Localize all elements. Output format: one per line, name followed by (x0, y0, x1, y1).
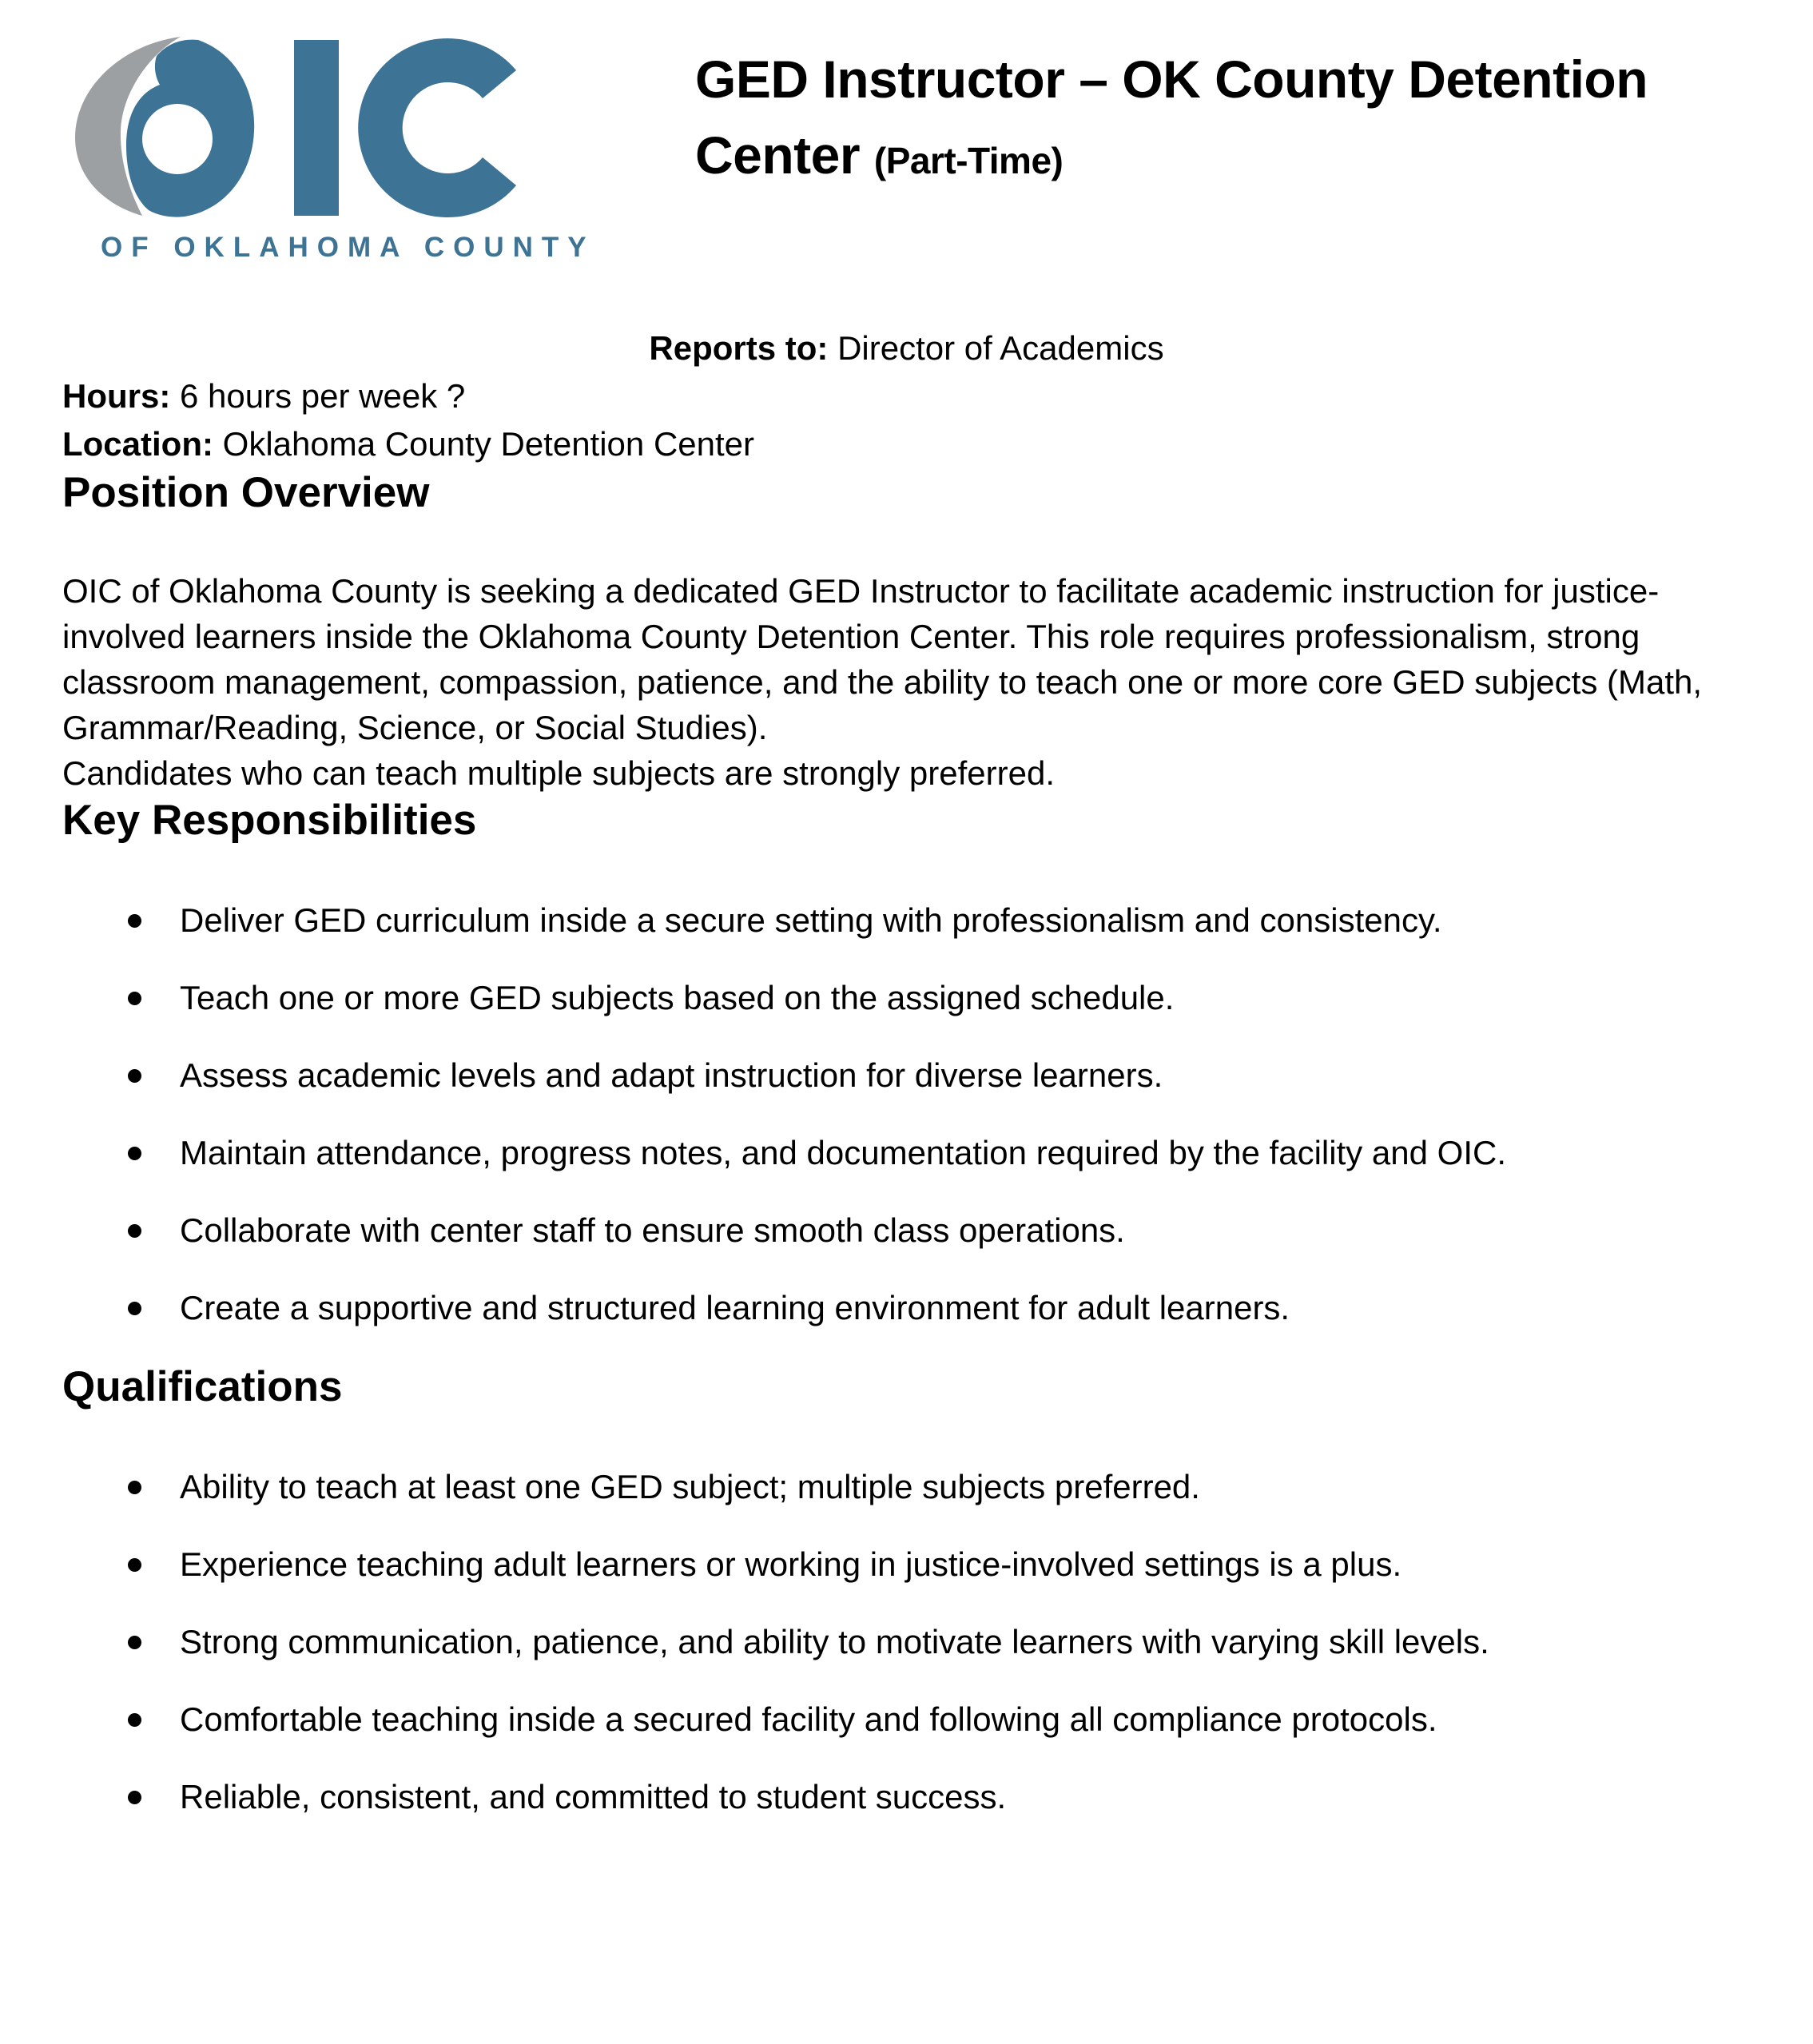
responsibilities-list (62, 897, 1751, 1330)
overview-paragraph (62, 568, 1756, 796)
meta-location-line (62, 420, 1751, 468)
oic-monogram-icon (72, 34, 551, 219)
meta-reports-line (62, 324, 1751, 372)
responsibility-item: Maintain attendance, progress notes, and documentation required by the facility and OIC. (62, 1130, 1751, 1175)
responsibility-item: Collaborate with center staff to ensure smooth class operations. (62, 1207, 1751, 1253)
reports-to-label: Reports to: (649, 329, 829, 367)
qualification-item: Experience teaching adult learners or working in justice-involved settings is a plus. (62, 1541, 1751, 1587)
responsibility-item: Create a supportive and structured learning environment for adult learners. (62, 1285, 1751, 1330)
qualification-item: Reliable, consistent, and committed to student success. (62, 1774, 1751, 1819)
overview-paragraph-text: OIC of Oklahoma County is seeking a dedicated GED Instructor to facilitate academic instruction for justice-involved learners inside the Oklahoma County Detention Center. This role requires professionalism, strong classroom management, compassion, patience, and the ability to teach one or more core GED subjects (Math, Grammar/Reading, Science, or Social Studies). (62, 572, 1703, 746)
meta-hours-line (62, 372, 1751, 420)
oic-logo (72, 34, 595, 264)
logo-subtitle: OF OKLAHOMA COUNTY (101, 232, 595, 263)
title-block (695, 42, 1751, 199)
qualification-item: Strong communication, patience, and ability to motivate learners with varying skill levels. (62, 1619, 1751, 1664)
header (62, 34, 1751, 264)
job-title-text: GED Instructor – OK County Detention Center (695, 50, 1648, 185)
location-label: Location: (62, 425, 213, 463)
logo-letter-c (358, 38, 516, 217)
title-part-time: (Part-Time) (873, 140, 1064, 181)
location-value: Oklahoma County Detention Center (213, 425, 755, 463)
reports-to-value: Director of Academics (828, 329, 1164, 367)
responsibility-item: Teach one or more GED subjects based on the assigned schedule. (62, 975, 1751, 1020)
qualification-item: Ability to teach at least one GED subject; multiple subjects preferred. (62, 1464, 1751, 1509)
logo-letter-i (294, 40, 339, 216)
hours-label: Hours: (62, 377, 171, 415)
qualifications-list (62, 1464, 1751, 1819)
page-title (695, 42, 1751, 199)
hours-value: 6 hours per week ? (170, 377, 466, 415)
responsibility-item: Assess academic levels and adapt instruction for diverse learners. (62, 1052, 1751, 1098)
section-heading-position-overview: Position Overview (62, 469, 430, 516)
overview-note: Candidates who can teach multiple subjects are strongly preferred. (62, 754, 1055, 792)
qualification-item: Comfortable teaching inside a secured facility and following all compliance protocols. (62, 1696, 1751, 1742)
section-heading-qualifications: Qualifications (62, 1363, 343, 1410)
responsibility-item: Deliver GED curriculum inside a secure setting with professionalism and consistency. (62, 897, 1751, 943)
meta-block (62, 324, 1751, 468)
section-heading-key-responsibilities: Key Responsibilities (62, 797, 477, 844)
